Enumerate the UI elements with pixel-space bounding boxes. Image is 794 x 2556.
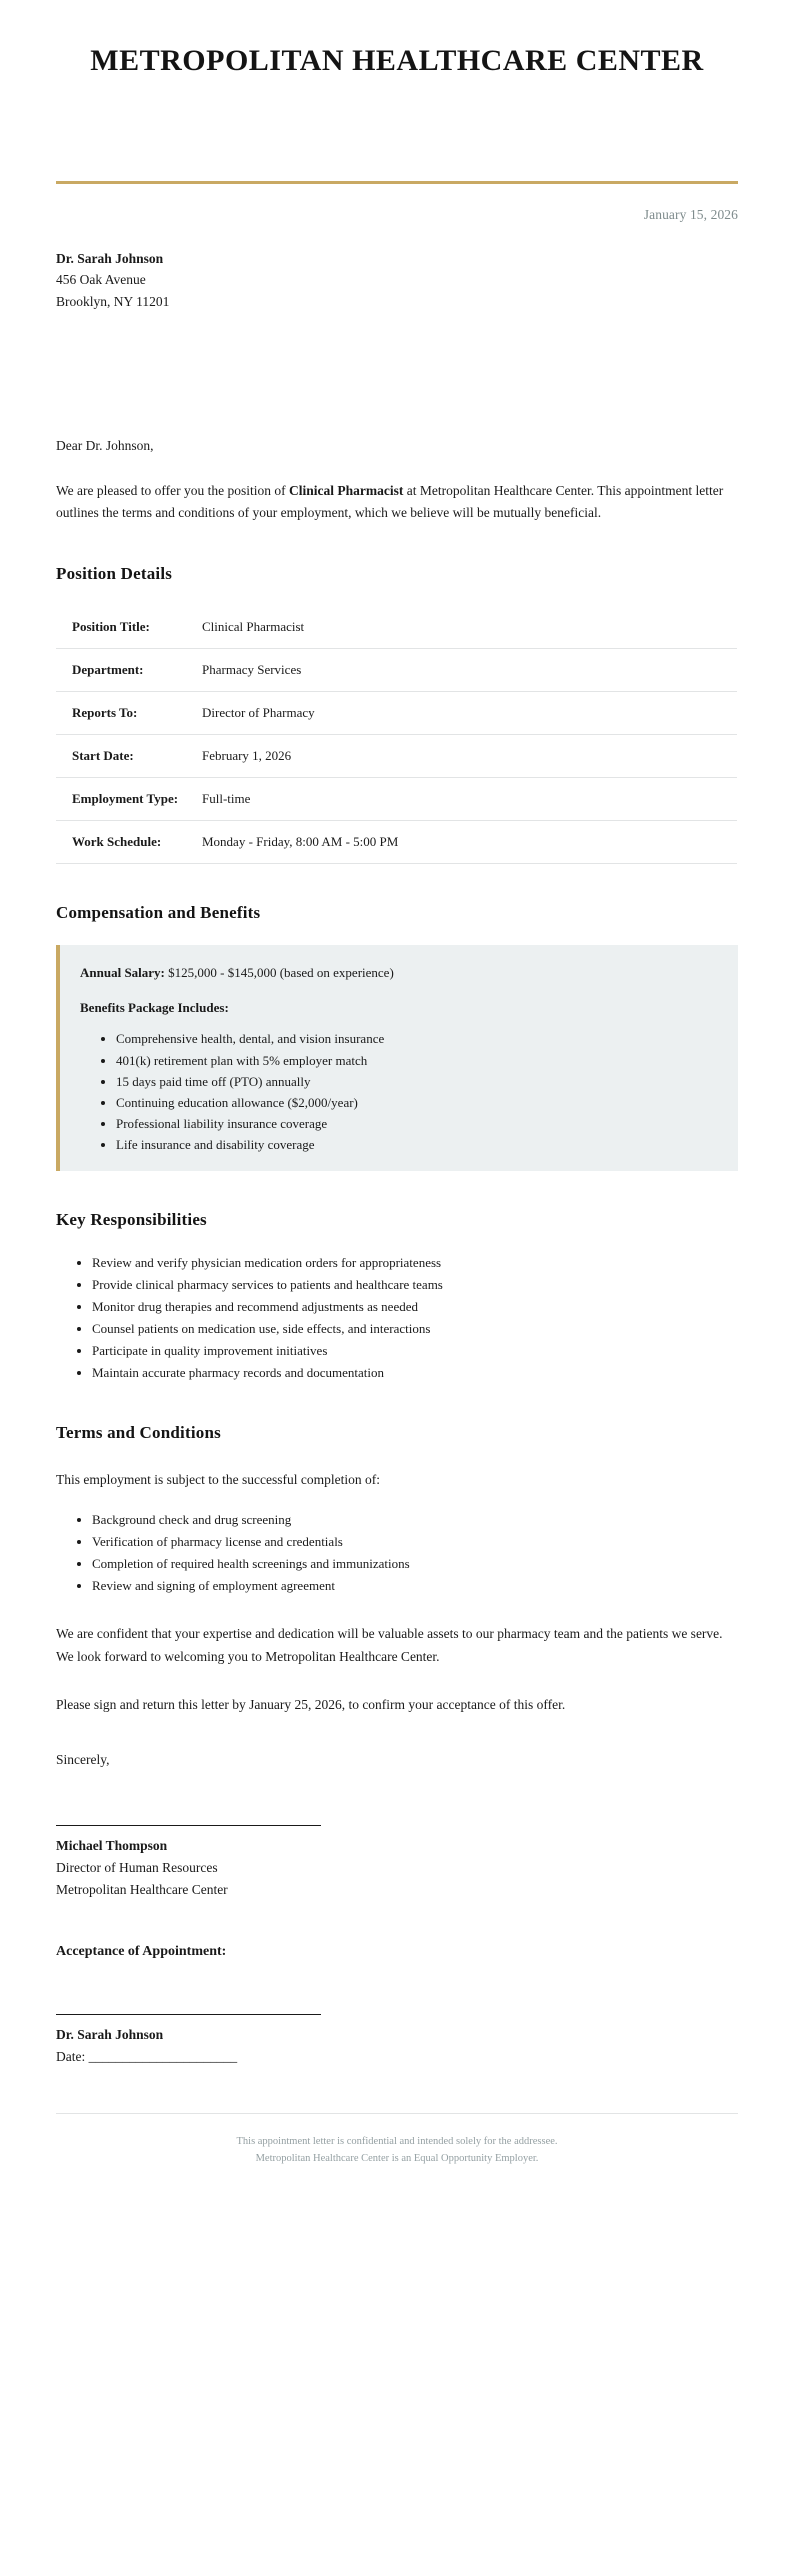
salutation: Dear Dr. Johnson, — [56, 438, 154, 454]
terms-list — [56, 1509, 738, 1597]
table-row — [56, 777, 737, 820]
terms-heading: Terms and Conditions — [56, 1423, 221, 1443]
list-item: • Review and verify physician medication orders for appropriateness — [92, 1252, 738, 1274]
list-item: • Continuing education allowance ($2,000/year) — [116, 1092, 718, 1113]
row-label: Start Date: — [56, 734, 202, 777]
closing-paragraph: We are confident that your expertise and dedication will be valuable assets to our pharmacy team and the patients we serve. We look forward to welcoming you to Metropolitan Healthcare Center. — [56, 1626, 723, 1664]
list-item: • Participate in quality improvement initiatives — [92, 1340, 738, 1362]
acceptance-date-field[interactable]: Date: ______________________ — [56, 2048, 238, 2064]
acceptance-signature-line[interactable] — [56, 2014, 321, 2015]
row-label: Employment Type: — [56, 777, 202, 820]
benefits-package-label-text: Benefits Package Includes: — [80, 999, 229, 1015]
recipient-city-state-zip: Brooklyn, NY 11201 — [56, 294, 170, 310]
recipient-street: 456 Oak Avenue — [56, 272, 146, 288]
list-item: • Maintain accurate pharmacy records and documentation — [92, 1362, 738, 1384]
deadline-paragraph: Please sign and return this letter by January 25, 2026, to confirm your acceptance of this offer. — [56, 1696, 566, 1712]
annual-salary-label: Annual Salary: — [80, 964, 165, 980]
responsibilities-list — [56, 1252, 738, 1385]
row-value: Director of Pharmacy — [202, 691, 737, 734]
recipient-name: Dr. Sarah Johnson — [56, 250, 164, 266]
list-item: • Verification of pharmacy license and credentials — [92, 1531, 738, 1553]
responsibilities-heading: Key Responsibilities — [56, 1209, 207, 1229]
footer-eeo-line: Metropolitan Healthcare Center is an Equal Opportunity Employer. — [255, 2153, 539, 2165]
list-item: • Background check and drug screening — [92, 1509, 738, 1531]
list-item: • Life insurance and disability coverage — [116, 1134, 718, 1155]
list-item: • Review and signing of employment agreement — [92, 1575, 738, 1597]
row-value: Monday - Friday, 8:00 AM - 5:00 PM — [202, 820, 737, 863]
row-value: Full-time — [202, 777, 737, 820]
compensation-heading: Compensation and Benefits — [56, 902, 261, 922]
benefits-package-label — [80, 998, 718, 1019]
list-item: • Completion of required health screenings and immunizations — [92, 1553, 738, 1575]
gold-divider-rule — [56, 181, 738, 184]
organization-title: METROPOLITAN HEALTHCARE CENTER — [90, 44, 704, 77]
row-label: Position Title: — [56, 606, 202, 649]
position-details-heading: Position Details — [56, 563, 173, 583]
annual-salary-value: $125,000 - $145,000 (based on experience) — [164, 964, 394, 980]
list-item: • 401(k) retirement plan with 5% employer match — [116, 1050, 718, 1071]
recipient-address-block — [56, 248, 738, 314]
list-item: • Comprehensive health, dental, and vision insurance — [116, 1028, 718, 1049]
table-row — [56, 648, 737, 691]
page-footer — [56, 2113, 738, 2197]
table-row — [56, 734, 737, 777]
terms-intro-paragraph: This employment is subject to the successful completion of: — [56, 1472, 380, 1488]
signatory-name: Michael Thompson — [56, 1838, 168, 1854]
intro-paragraph — [56, 480, 738, 525]
table-row — [56, 606, 737, 649]
list-item: • Monitor drug therapies and recommend adjustments as needed — [92, 1296, 738, 1318]
acceptance-signatory-name: Dr. Sarah Johnson — [56, 2027, 164, 2043]
position-details-table — [56, 606, 737, 864]
letterhead — [56, 30, 738, 184]
signatory-title: Director of Human Resources — [56, 1859, 218, 1875]
sign-off: Sincerely, — [56, 1752, 110, 1768]
row-value: Pharmacy Services — [202, 648, 737, 691]
intro-text-before: We are pleased to offer you the position of — [56, 483, 289, 499]
compensation-highlight-box — [56, 945, 738, 1171]
list-item: • 15 days paid time off (PTO) annually — [116, 1071, 718, 1092]
benefits-list — [80, 1028, 718, 1154]
position-details-table-body — [56, 606, 737, 864]
signature-line — [56, 1825, 321, 1826]
row-label: Reports To: — [56, 691, 202, 734]
annual-salary-line — [80, 963, 718, 984]
intro-text-after: at Metropolitan Healthcare Center. This appointment letter outlines the terms and conditions of your employment, which we believe will be mutually beneficial. — [56, 483, 724, 521]
signatory-organization: Metropolitan Healthcare Center — [56, 1881, 228, 1897]
list-item: • Provide clinical pharmacy services to patients and healthcare teams — [92, 1274, 738, 1296]
letter-date: January 15, 2026 — [643, 206, 738, 222]
footer-confidentiality-line: This appointment letter is confidential and intended solely for the addressee. — [236, 2136, 558, 2148]
list-item: • Counsel patients on medication use, side effects, and interactions — [92, 1318, 738, 1340]
table-row — [56, 820, 737, 863]
table-row — [56, 691, 737, 734]
row-value: Clinical Pharmacist — [202, 606, 737, 649]
list-item: • Professional liability insurance coverage — [116, 1113, 718, 1134]
row-value: February 1, 2026 — [202, 734, 737, 777]
row-label: Department: — [56, 648, 202, 691]
intro-position-name: Clinical Pharmacist — [288, 483, 404, 499]
row-label: Work Schedule: — [56, 820, 202, 863]
acceptance-heading: Acceptance of Appointment: — [56, 1944, 227, 1960]
